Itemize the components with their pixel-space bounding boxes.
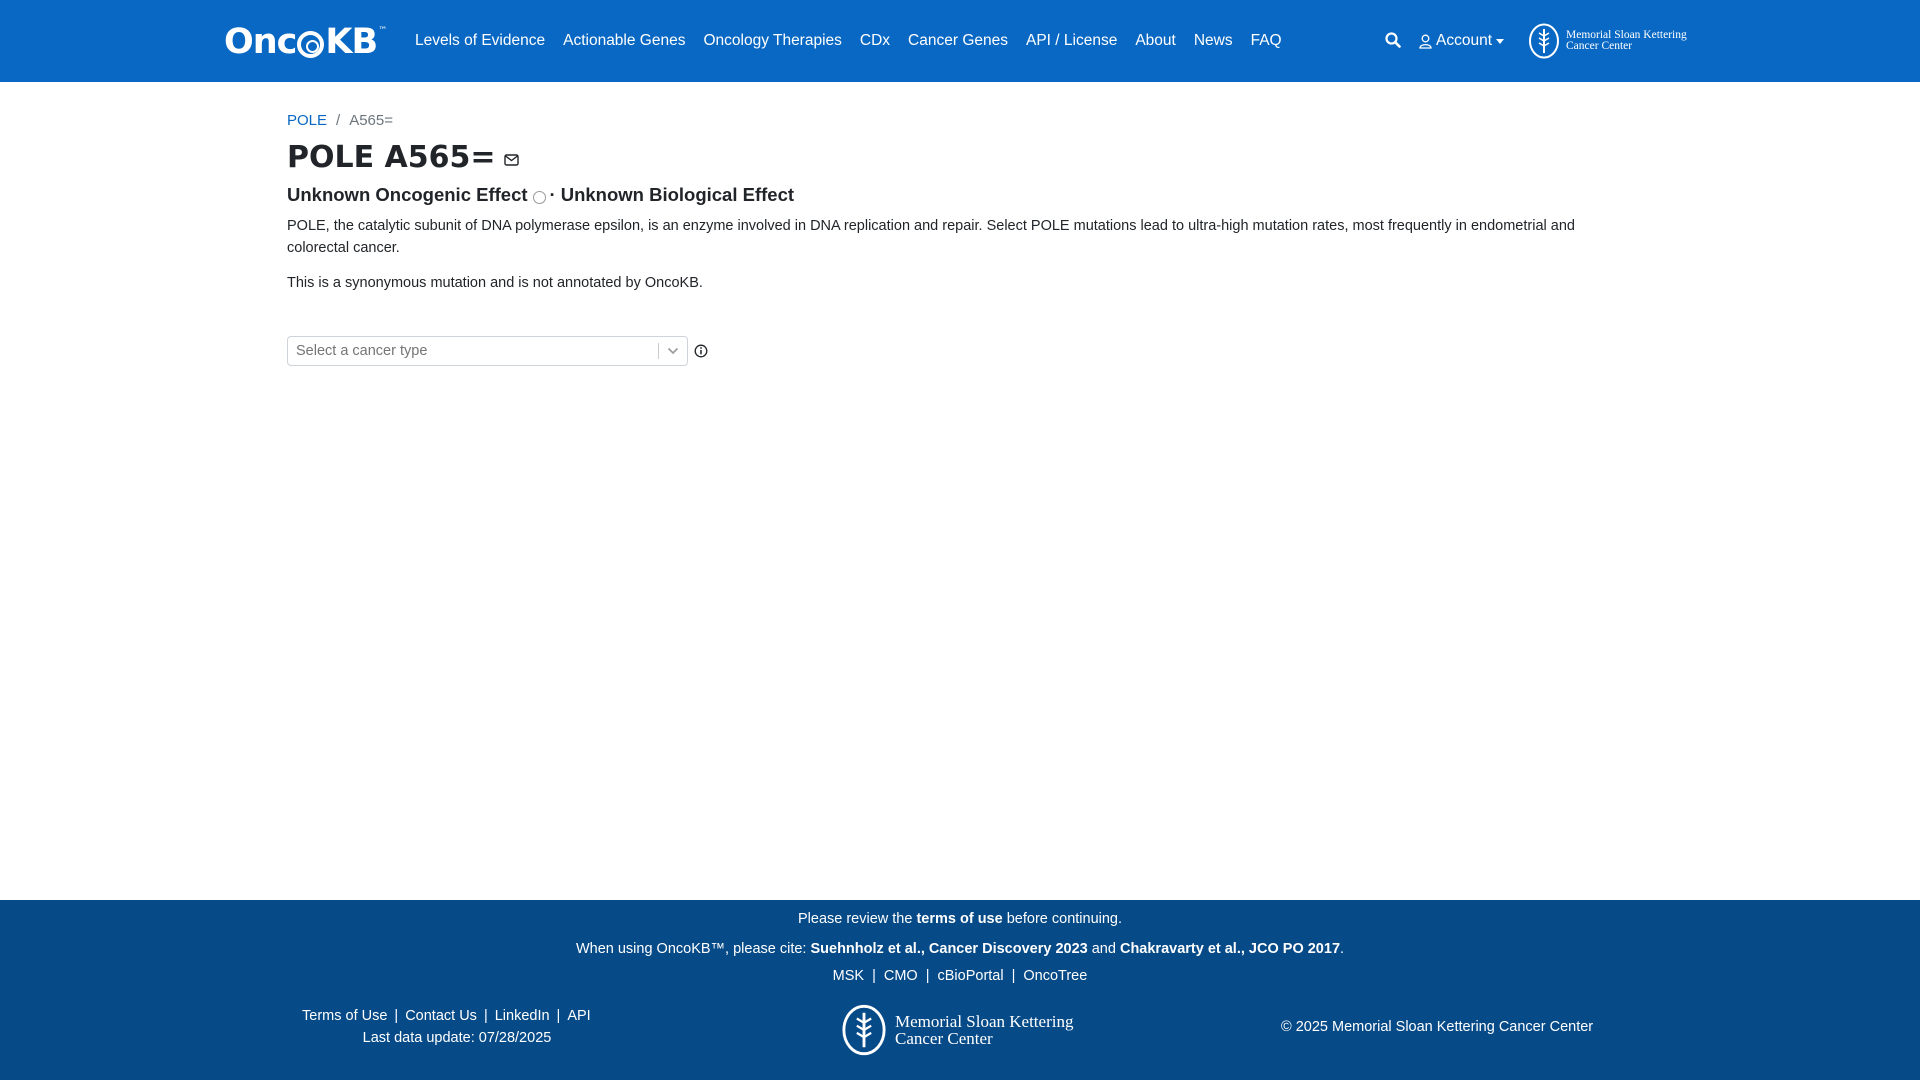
last-data-update: Last data update: 07/28/2025 [362, 1030, 552, 1046]
footer-cite-post: . [1340, 941, 1345, 957]
cancer-type-select-placeholder: Select a cancer type [296, 343, 428, 359]
nav-levels-of-evidence[interactable]: Levels of Evidence [415, 32, 546, 49]
citation-suehnholz-link[interactable]: Suehnholz et al., Cancer Discovery 2023 [810, 941, 1088, 957]
nav-api-license[interactable]: API / License [1026, 32, 1118, 49]
footer-review-post: before continuing. [1002, 911, 1123, 927]
footer-left [302, 1008, 622, 1046]
footer-terms-notice [0, 911, 1920, 927]
gene-description: POLE, the catalytic subunit of DNA polymerase epsilon, is an enzyme involved in DNA replication and repair. Select POLE mutations lead to ultra-high mutation rates, most frequently in endometrial and colorectal cancer. [287, 218, 1575, 256]
info-icon[interactable] [694, 344, 708, 363]
footer-link-separator: | [394, 1008, 399, 1024]
oncokb-logo-text [224, 22, 386, 62]
logo-trademark: ™ [378, 26, 387, 36]
footer-link-msk[interactable]: MSK [832, 968, 865, 984]
footer-link-separator: | [925, 968, 930, 984]
mail-icon[interactable] [504, 153, 519, 171]
nav-faq[interactable]: FAQ [1250, 32, 1282, 49]
citation-chakravarty-link[interactable]: Chakravarty et al., JCO PO 2017 [1119, 941, 1341, 957]
footer-terms-of-use-link[interactable]: Terms of Use [302, 1008, 388, 1024]
logo-text-part-1: Onc [224, 22, 297, 62]
annotation-note: This is a synonymous mutation and is not annotated by OncoKB. [287, 275, 703, 291]
account-menu[interactable] [1419, 32, 1504, 50]
unknown-oncogenic-circle-icon [533, 191, 546, 204]
footer-terms-link[interactable]: terms of use [916, 911, 1003, 927]
msk-footer-line-2: Cancer Center [895, 1029, 993, 1048]
footer-link-oncotree[interactable]: OncoTree [1023, 968, 1088, 984]
footer-link-cmo[interactable]: CMO [883, 968, 918, 984]
nav-about[interactable]: About [1135, 32, 1176, 49]
user-icon [1419, 34, 1432, 49]
footer-left-links [302, 1008, 622, 1024]
breadcrumb-separator: / [336, 112, 341, 129]
footer-external-links [0, 968, 1920, 984]
title-row [287, 140, 519, 175]
logo-text-part-2: KB [325, 22, 378, 62]
chevron-down-icon[interactable] [659, 347, 687, 355]
msk-footer-line-1: Memorial Sloan Kettering [895, 1012, 1074, 1031]
footer-link-separator: | [556, 1008, 561, 1024]
breadcrumb-current: A565= [349, 112, 393, 129]
footer-cite-mid: and [1087, 941, 1120, 957]
logo-target-icon [297, 31, 324, 58]
breadcrumb [287, 112, 393, 129]
footer-link-separator: | [483, 1008, 488, 1024]
msk-emblem-icon [1528, 23, 1560, 59]
footer-cite-pre: When using OncoKB™, please cite: [575, 941, 811, 957]
search-icon[interactable] [1385, 32, 1403, 50]
effect-row [287, 184, 794, 206]
top-navbar [0, 0, 1920, 82]
msk-header-line-2: Cancer Center [1566, 40, 1633, 52]
msk-header-logo[interactable] [1528, 23, 1687, 59]
oncokb-logo[interactable] [224, 22, 386, 62]
page-title: POLE A565= [287, 140, 496, 175]
footer-contact-us-link[interactable]: Contact Us [405, 1008, 477, 1024]
footer-link-separator: | [1011, 968, 1016, 984]
msk-footer-text [895, 1013, 1073, 1047]
footer-citation [0, 941, 1920, 957]
msk-header-line-1: Memorial Sloan Kettering [1566, 29, 1687, 41]
msk-header-text [1566, 30, 1687, 52]
footer-link-cbioportal[interactable]: cBioPortal [937, 968, 1004, 984]
footer [0, 900, 1920, 1080]
msk-footer-logo[interactable] [841, 1004, 1073, 1056]
oncogenic-effect: Unknown Oncogenic Effect [287, 184, 528, 205]
cancer-type-select[interactable] [287, 336, 688, 366]
nav-right [1385, 0, 1504, 82]
caret-down-icon [1496, 39, 1504, 44]
footer-link-separator: | [872, 968, 876, 984]
footer-review-pre: Please review the [797, 911, 917, 927]
footer-linkedin-link[interactable]: LinkedIn [494, 1008, 550, 1024]
breadcrumb-gene-link[interactable]: POLE [287, 112, 328, 129]
nav-oncology-therapies[interactable]: Oncology Therapies [703, 32, 842, 49]
nav-cancer-genes[interactable]: Cancer Genes [908, 32, 1008, 49]
nav-actionable-genes[interactable]: Actionable Genes [563, 32, 686, 49]
effect-separator: · [549, 184, 556, 205]
footer-api-link[interactable]: API [567, 1008, 591, 1024]
nav-cdx[interactable]: CDx [859, 32, 891, 49]
main-nav [415, 0, 1300, 82]
msk-emblem-icon [841, 1004, 887, 1056]
copyright: © 2025 Memorial Sloan Kettering Cancer Center [1281, 1019, 1594, 1035]
nav-news[interactable]: News [1193, 32, 1233, 49]
biological-effect: Unknown Biological Effect [560, 184, 795, 205]
account-label: Account [1436, 32, 1493, 49]
